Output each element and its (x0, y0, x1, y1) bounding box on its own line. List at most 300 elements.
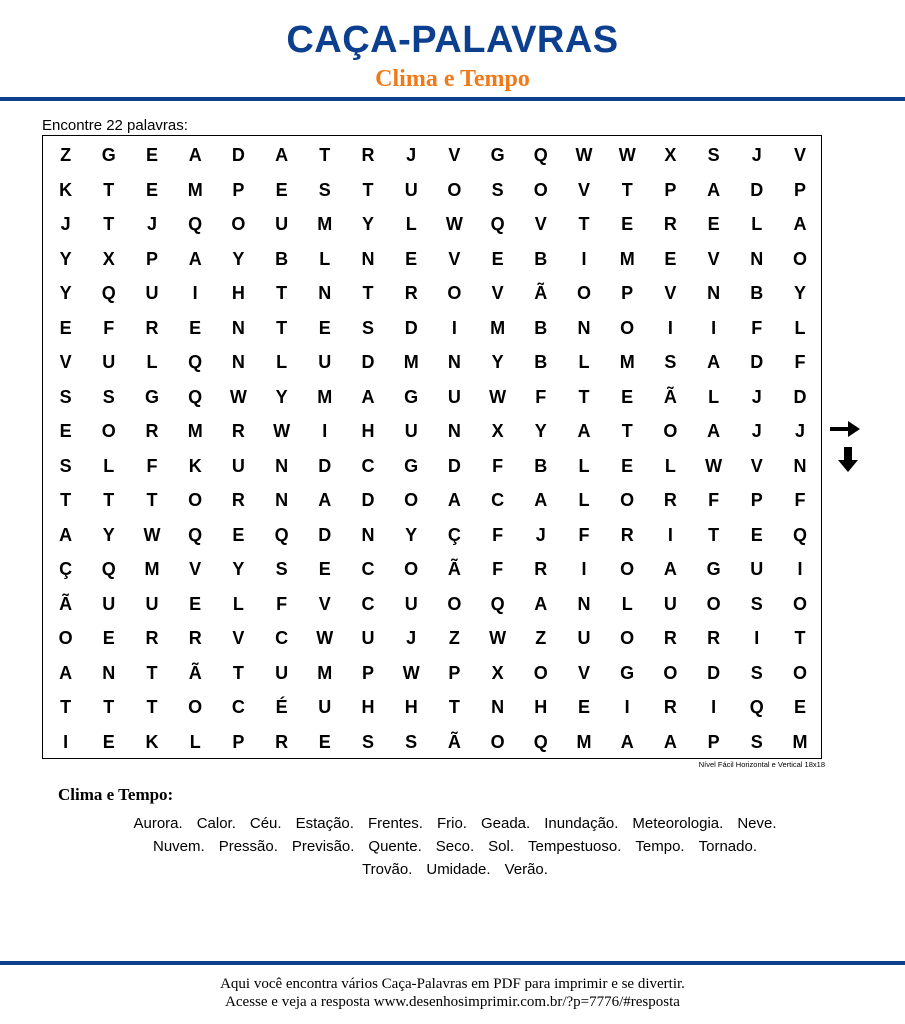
grid-cell: U (102, 352, 116, 372)
grid-cell: A (275, 145, 289, 165)
word-list-item: Frio. (436, 815, 467, 832)
grid-cell: M (317, 662, 333, 683)
grid-cell: O (792, 662, 807, 683)
grid-cell: L (319, 248, 331, 269)
grid-row (43, 656, 821, 691)
grid-cell: U (318, 352, 332, 372)
grid-cell: T (319, 145, 331, 165)
word-list-item: Umidade. (426, 861, 491, 878)
grid-cell: Q (101, 559, 116, 579)
grid-cell: R (663, 490, 677, 510)
grid-cell: Q (188, 524, 203, 545)
grid-cell: O (447, 593, 462, 614)
grid-cell: F (708, 490, 720, 510)
grid-row (43, 621, 821, 656)
grid-cell: G (620, 662, 635, 683)
grid-cell: R (275, 731, 289, 752)
grid-cell: F (794, 352, 806, 372)
footer (0, 975, 905, 1011)
grid-cell: O (101, 421, 116, 441)
grid-cell: Ã (188, 662, 202, 683)
grid-cell: W (143, 524, 161, 545)
word-search-grid (42, 135, 822, 759)
grid-cell: W (575, 145, 593, 165)
grid-cell: D (447, 455, 461, 476)
grid-cell: W (316, 628, 334, 648)
word-list-item: Céu. (249, 815, 282, 832)
grid-cell: X (491, 421, 504, 441)
grid-row (43, 518, 821, 553)
grid-cell: B (534, 455, 548, 476)
grid-cell: J (751, 421, 762, 441)
grid-cell: P (232, 731, 245, 752)
grid-cell: I (322, 421, 328, 441)
word-list-item: Tornado. (698, 838, 757, 855)
grid-row (43, 276, 821, 311)
grid-cell: O (663, 421, 678, 441)
grid-cell: T (362, 179, 374, 200)
grid-cell: O (404, 490, 419, 510)
grid-cell: O (447, 179, 462, 200)
grid-cell: Q (533, 731, 548, 752)
word-list (40, 812, 870, 881)
level-note: Nível Fácil Horizontal e Vertical 18x18 (698, 760, 825, 769)
grid-cell: S (750, 731, 763, 752)
word-list-item: Geada. (480, 815, 531, 832)
grid-cell: Y (59, 283, 72, 303)
grid-cell: R (534, 559, 548, 579)
grid-cell: C (361, 455, 375, 476)
grid-cell: D (318, 524, 332, 545)
grid-cell: V (59, 352, 72, 372)
grid-row (43, 552, 821, 587)
grid-cell: N (447, 421, 461, 441)
grid-cell: S (102, 386, 115, 407)
grid-cell: U (102, 593, 116, 614)
grid-cell: R (663, 697, 677, 717)
grid-cell: X (491, 662, 504, 683)
grid-row (43, 725, 821, 760)
grid-cell: E (491, 248, 504, 269)
grid-cell: É (275, 697, 288, 717)
grid-cell: O (231, 214, 246, 234)
grid-cell: F (492, 455, 504, 476)
grid-cell: N (577, 593, 591, 614)
grid-cell: J (60, 214, 71, 234)
grid-cell: Z (60, 145, 72, 165)
grid-cell: I (667, 317, 673, 338)
grid-cell: H (534, 697, 548, 717)
grid-cell: E (793, 697, 806, 717)
grid-cell: R (663, 628, 677, 648)
grid-cell: S (707, 145, 720, 165)
grid-cell: P (448, 662, 461, 683)
grid-cell: V (577, 662, 590, 683)
grid-cell: Ã (59, 593, 73, 614)
grid-cell: F (146, 455, 158, 476)
grid-cell: V (318, 593, 331, 614)
grid-cell: H (231, 283, 245, 303)
grid-cell: A (707, 421, 721, 441)
grid-cell: P (232, 179, 245, 200)
grid-cell: Q (188, 386, 203, 407)
grid-cell: G (490, 145, 505, 165)
grid-cell: L (276, 352, 288, 372)
grid-cell: P (664, 179, 677, 200)
grid-cell: J (406, 628, 417, 648)
grid-cell: E (145, 145, 158, 165)
word-list-item: Tempo. (635, 838, 685, 855)
grid-cell: D (318, 455, 332, 476)
grid-cell: Ã (447, 559, 461, 579)
grid-cell: B (534, 248, 548, 269)
grid-cell: D (750, 179, 764, 200)
grid-cell: I (192, 283, 198, 303)
grid-cell: N (361, 524, 375, 545)
grid-cell: T (103, 179, 115, 200)
grid-cell: T (103, 490, 115, 510)
grid-cell: S (361, 317, 374, 338)
grid-cell: E (577, 697, 590, 717)
grid-cell: L (578, 490, 590, 510)
grid-cell: Y (534, 421, 547, 441)
grid-cell: I (63, 731, 69, 752)
grid-cell: L (708, 386, 720, 407)
grid-cell: H (404, 697, 418, 717)
grid-cell: Ã (663, 386, 677, 407)
grid-cell: W (489, 628, 507, 648)
footer-divider (0, 961, 905, 965)
grid-cell: E (405, 248, 418, 269)
word-list-item: Calor. (196, 815, 236, 832)
grid-cell: T (708, 524, 720, 545)
word-list-item: Sol. (488, 838, 515, 855)
grid-cell: V (664, 283, 677, 303)
grid-cell: M (619, 248, 635, 269)
grid-cell: N (750, 248, 764, 269)
grid-cell: C (361, 593, 375, 614)
grid-cell: A (663, 731, 677, 752)
grid-cell: K (59, 179, 73, 200)
grid-cell: Q (101, 283, 116, 303)
grid-cell: V (577, 179, 590, 200)
grid-cell: V (750, 455, 763, 476)
grid-cell: I (711, 697, 717, 717)
grid-cell: B (750, 283, 764, 303)
grid-cell: I (581, 559, 587, 579)
grid-cell: L (232, 593, 244, 614)
grid-cell: F (535, 386, 547, 407)
grid-cell: O (620, 559, 635, 579)
page-subtitle: Clima e Tempo (375, 66, 530, 92)
grid-cell: U (145, 593, 159, 614)
word-list-item: Previsão. (291, 838, 355, 855)
grid-cell: Y (361, 214, 374, 234)
grid-cell: S (405, 731, 418, 752)
instructions: Encontre 22 palavras: (42, 117, 188, 134)
grid-cell: A (707, 352, 721, 372)
grid-cell: E (189, 317, 202, 338)
grid-cell: A (534, 490, 548, 510)
grid-cell: E (621, 386, 634, 407)
grid-cell: R (361, 145, 375, 165)
grid-cell: I (797, 559, 803, 579)
word-list-item: Nuvem. (153, 838, 205, 855)
grid-cell: B (534, 352, 548, 372)
grid-cell: V (534, 214, 547, 234)
grid-cell: C (491, 490, 505, 510)
grid-cell: Y (59, 248, 72, 269)
grid-cell: E (664, 248, 677, 269)
grid-cell: F (492, 524, 504, 545)
grid-cell: G (144, 386, 159, 407)
grid-cell: L (405, 214, 417, 234)
grid-cell: X (102, 248, 115, 269)
grid-cell: N (793, 455, 807, 476)
grid-row (43, 414, 821, 449)
footer-line-2: Acesse e veja a resposta www.desenhosimprimir.com.br/?p=7776/#resposta (225, 994, 680, 1010)
grid-cell: I (667, 524, 673, 545)
grid-cell: N (707, 283, 721, 303)
grid-cell: P (621, 283, 634, 303)
grid-cell: Q (792, 524, 807, 545)
grid-cell: I (624, 697, 630, 717)
grid-cell: U (361, 628, 375, 648)
grid-cell: E (59, 421, 72, 441)
grid-cell: T (60, 490, 72, 510)
grid-cell: U (404, 421, 418, 441)
grid-cell: D (404, 317, 418, 338)
grid-cell: T (578, 386, 590, 407)
grid-cell: N (231, 352, 245, 372)
grid-cell: U (145, 283, 159, 303)
grid-cell: E (59, 317, 72, 338)
grid-cell: O (620, 317, 635, 338)
grid-cell: R (145, 628, 159, 648)
grid-cell: T (621, 421, 633, 441)
grid-cell: B (275, 248, 289, 269)
grid-cell: C (275, 628, 289, 648)
grid-cell: Y (232, 559, 245, 579)
grid-cell: N (275, 455, 289, 476)
grid-cell: Z (535, 628, 547, 648)
grid-cell: B (534, 317, 548, 338)
grid-cell: O (490, 731, 505, 752)
grid-row (43, 449, 821, 484)
arrow-right-icon (828, 418, 862, 440)
grid-cell: V (448, 145, 461, 165)
grid-cell: W (705, 455, 723, 476)
grid-cell: R (145, 421, 159, 441)
grid-cell: T (621, 179, 633, 200)
grid-cell: V (232, 628, 245, 648)
grid-cell: Ã (447, 731, 461, 752)
grid-cell: L (103, 455, 115, 476)
arrow-down-icon (836, 446, 860, 474)
grid-cell: S (59, 386, 72, 407)
grid-row (43, 380, 821, 415)
grid-cell: D (793, 386, 807, 407)
grid-cell: H (361, 421, 375, 441)
grid-cell: Q (533, 145, 548, 165)
grid-cell: A (620, 731, 634, 752)
grid-cell: L (794, 317, 806, 338)
grid-cell: T (448, 697, 460, 717)
grid-cell: M (144, 559, 160, 579)
grid-cell: O (533, 662, 548, 683)
grid-cell: R (620, 524, 634, 545)
grid-cell: O (188, 490, 203, 510)
grid-cell: M (403, 352, 419, 372)
grid-cell: T (276, 317, 288, 338)
grid-cell: G (404, 455, 419, 476)
grid-cell: F (492, 559, 504, 579)
grid-cell: F (751, 317, 763, 338)
grid-cell: F (103, 317, 115, 338)
grid-cell: W (273, 421, 291, 441)
grid-cell: U (275, 214, 289, 234)
grid-cell: E (707, 214, 720, 234)
grid-row (43, 138, 821, 173)
grid-cell: U (750, 559, 764, 579)
grid-cell: S (750, 662, 763, 683)
grid-cell: S (491, 179, 504, 200)
grid-cell: J (794, 421, 805, 441)
grid-cell: L (189, 731, 201, 752)
grid-row (43, 483, 821, 518)
grid-cell: E (750, 524, 763, 545)
grid-cell: U (275, 662, 289, 683)
word-list-item: Verão. (504, 861, 548, 878)
grid-cell: Ç (59, 559, 73, 579)
grid-cell: C (361, 559, 375, 579)
grid-cell: N (577, 317, 591, 338)
grid-cell: N (102, 662, 116, 683)
grid-cell: T (103, 214, 115, 234)
grid-cell: A (663, 559, 677, 579)
grid-cell: Q (274, 524, 289, 545)
grid-cell: Y (102, 524, 115, 545)
grid-cell: E (275, 179, 288, 200)
grid-cell: K (145, 731, 159, 752)
grid-cell: I (451, 317, 457, 338)
grid-cell: O (663, 662, 678, 683)
word-list-item: Frentes. (367, 815, 423, 832)
grid-cell: F (794, 490, 806, 510)
grid-cell: T (103, 697, 115, 717)
grid-cell: W (445, 214, 463, 234)
grid-cell: V (448, 248, 461, 269)
grid-cell: L (621, 593, 633, 614)
word-list-item: Tempestuoso. (528, 838, 622, 855)
grid-cell: T (60, 697, 72, 717)
word-list-item: Estação. (295, 815, 354, 832)
grid-cell: P (793, 179, 806, 200)
grid-cell: O (533, 179, 548, 200)
grid-cell: I (711, 317, 717, 338)
grid-cell: Q (490, 593, 505, 614)
grid-cell: U (318, 697, 332, 717)
grid-cell: M (792, 731, 808, 752)
grid-cell: Q (188, 214, 203, 234)
grid-cell: X (664, 145, 677, 165)
grid-cell: O (620, 490, 635, 510)
grid-cell: M (187, 421, 203, 441)
grid-cell: N (447, 352, 461, 372)
grid-cell: T (232, 662, 244, 683)
grid-cell: M (619, 352, 635, 372)
footer-line-1: Aqui você encontra vários Caça-Palavras em PDF para imprimir e se divertir. (220, 976, 685, 992)
grid-cell: I (581, 248, 587, 269)
grid-cell: J (751, 386, 762, 407)
grid-cell: R (663, 214, 677, 234)
grid-cell: U (663, 593, 677, 614)
grid-cell: U (577, 628, 591, 648)
grid-cell: Ã (534, 283, 548, 303)
grid-cell: M (490, 317, 506, 338)
word-list-item: Meteorologia. (632, 815, 724, 832)
grid-cell: D (361, 490, 375, 510)
grid-cell: Y (405, 524, 418, 545)
grid-cell: S (275, 559, 288, 579)
grid-cell: A (188, 248, 202, 269)
grid-cell: D (707, 662, 721, 683)
grid-cell: R (188, 628, 202, 648)
grid-cell: A (707, 179, 721, 200)
grid-cell: T (146, 697, 158, 717)
grid-cell: D (750, 352, 764, 372)
grid-cell: E (318, 317, 331, 338)
grid-cell: D (361, 352, 375, 372)
word-list-item: Inundação. (544, 815, 619, 832)
grid-cell: J (535, 524, 546, 545)
grid-cell: R (707, 628, 721, 648)
grid-cell: W (229, 386, 247, 407)
word-list-item: Seco. (435, 838, 475, 855)
grid-cell: L (664, 455, 676, 476)
grid-row (43, 345, 821, 380)
grid-cell: D (231, 145, 245, 165)
grid-cell: F (578, 524, 590, 545)
grid-cell: J (751, 145, 762, 165)
grid-cell: Y (275, 386, 288, 407)
grid-cell: J (146, 214, 157, 234)
grid-cell: A (534, 593, 548, 614)
grid-cell: A (361, 386, 375, 407)
grid-row (43, 587, 821, 622)
grid-cell: N (491, 697, 505, 717)
grid-cell: F (276, 593, 288, 614)
grid-cell: E (145, 179, 158, 200)
word-list-item: Pressão. (218, 838, 278, 855)
grid-cell: U (404, 593, 418, 614)
page-title: CAÇA-PALAVRAS (286, 19, 619, 61)
grid-row (43, 207, 821, 242)
grid-cell: N (275, 490, 289, 510)
grid-cell: E (232, 524, 245, 545)
grid-cell: A (447, 490, 461, 510)
grid-cell: T (794, 628, 806, 648)
grid-cell: M (187, 179, 203, 200)
grid-cell: E (318, 731, 331, 752)
grid-cell: A (793, 214, 807, 234)
grid-cell: E (621, 214, 634, 234)
grid-cell: Q (749, 697, 764, 717)
grid-cell: T (146, 490, 158, 510)
grid-cell: O (576, 283, 591, 303)
grid-cell: A (188, 145, 202, 165)
grid-cell: V (189, 559, 202, 579)
